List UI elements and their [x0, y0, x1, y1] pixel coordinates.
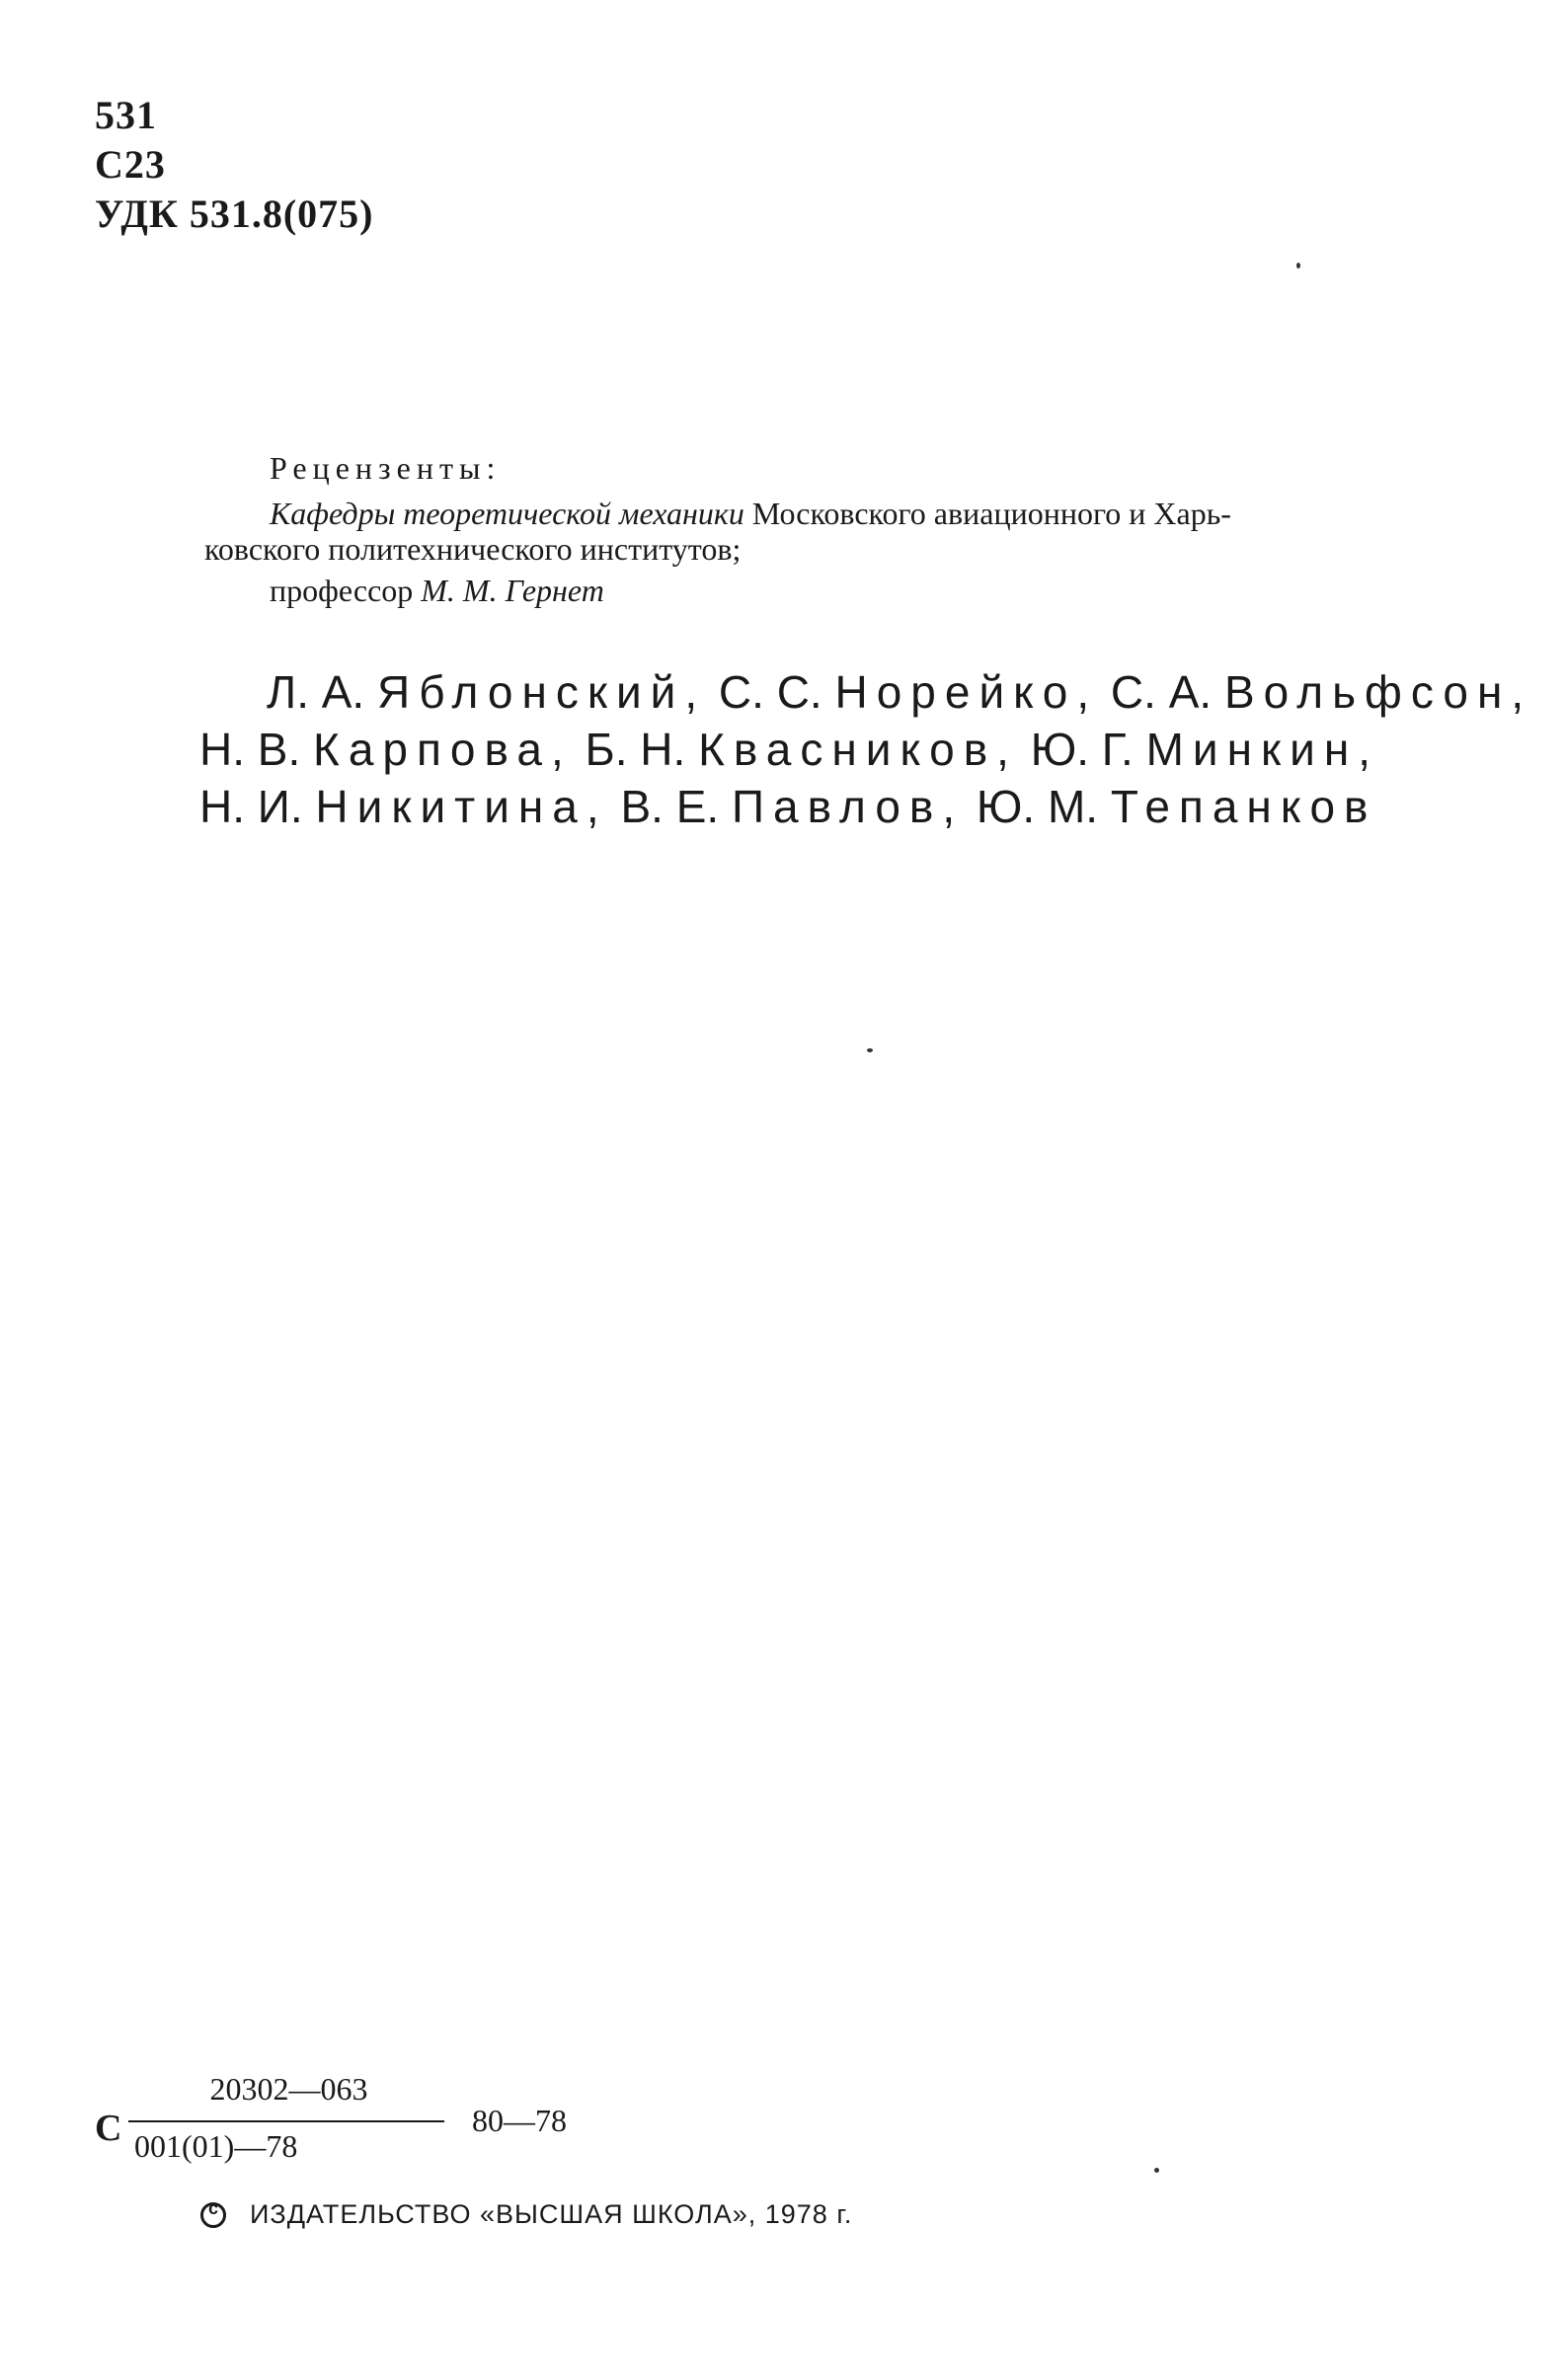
author-initials: В. Е.: [607, 781, 732, 832]
scan-speck: [1296, 263, 1300, 269]
author-initials: С. А.: [1098, 666, 1224, 718]
author-surname: Квасников,: [698, 724, 1018, 775]
reviewer-department-rest: Московского авиационного и Харь-: [743, 496, 1231, 531]
author-surname: Яблонский,: [377, 666, 707, 718]
scan-speck: [1154, 2168, 1159, 2173]
copyright-text: ИЗДАТЕЛЬСТВО «ВЫСШАЯ ШКОЛА», 1978 г.: [250, 2199, 853, 2229]
reviewers-block: [204, 450, 1474, 608]
udc-code: УДК 531.8(075): [95, 192, 374, 236]
author-surname: Вольфсон,: [1223, 666, 1533, 718]
copyright-icon: [200, 2202, 226, 2228]
reviewer-department-line: [270, 496, 1474, 531]
reviewers-heading: Рецензенты:: [270, 450, 502, 486]
reviewer-professor-title: профессор: [270, 573, 422, 608]
copyright-line: [200, 2199, 852, 2230]
author-initials: Ю. Г.: [1017, 724, 1146, 775]
publisher-index-code: 80—78: [472, 2103, 567, 2138]
author-initials: Н. И.: [199, 781, 316, 832]
author-initials: Н. В.: [199, 724, 314, 775]
publisher-index-letter: С: [95, 2108, 122, 2149]
publisher-index-denominator: 001(01)—78: [134, 2128, 298, 2164]
authors-block: [199, 663, 1533, 835]
author-surname: Павлов,: [731, 781, 965, 832]
author-initials: Л. А.: [267, 666, 377, 718]
reviewer-professor-name: М. М. Гернет: [421, 573, 604, 608]
authors-line-1: [199, 663, 1533, 721]
classification-block: [95, 91, 373, 239]
authors-line-3: [199, 778, 1483, 835]
author-surname: Тепанков: [1110, 781, 1377, 832]
fraction-rule: [128, 2120, 444, 2122]
publisher-index-numerator: 20302—063: [209, 2071, 368, 2107]
author-surname: Минкин,: [1145, 724, 1380, 775]
reviewer-professor-line: [270, 573, 1474, 608]
authors-line-2: [199, 721, 1483, 778]
author-initials: Ю. М.: [964, 781, 1111, 832]
classification-code: 531: [95, 93, 157, 137]
author-surname: Норейко,: [834, 666, 1099, 718]
reviewer-department-continuation: ковского политехнического институтов;: [204, 531, 742, 567]
author-mark: С23: [95, 142, 166, 187]
author-initials: Б. Н.: [572, 724, 699, 775]
author-surname: Карпова,: [313, 724, 573, 775]
reviewer-department-title: Кафедры теоретической механики: [270, 496, 744, 531]
scan-speck: [867, 1048, 873, 1052]
author-initials: С. С.: [706, 666, 835, 718]
author-surname: Никитина,: [315, 781, 608, 832]
